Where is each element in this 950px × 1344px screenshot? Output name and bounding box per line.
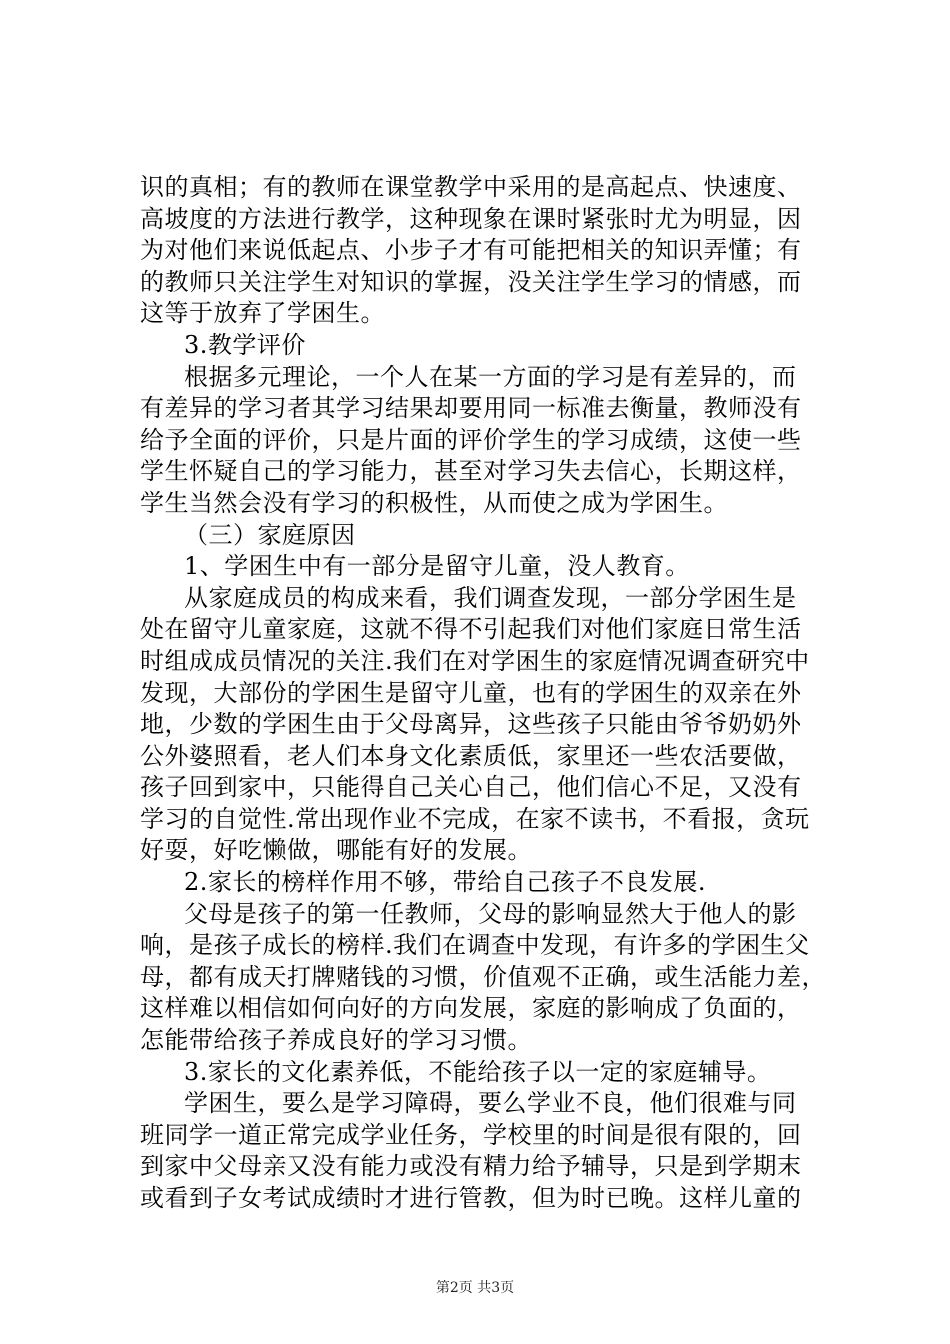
- text-line: 1、学困生中有一部分是留守儿童，没人教育。: [184, 552, 690, 581]
- text-line: 响，是孩子成长的榜样.我们在调查中发现，有许多的学困生父: [140, 931, 810, 960]
- text-line: 学困生，要么是学习障碍，要么学业不良，他们很难与同: [184, 1089, 797, 1118]
- text-line: 从家庭成员的构成来看，我们调查发现，一部分学困生是: [184, 583, 797, 612]
- text-line: 这等于放弃了学困生。: [140, 299, 385, 328]
- text-line: 时组成成员情况的关注.我们在对学困生的家庭情况调查研究中: [140, 646, 810, 675]
- text-line: 高坡度的方法进行教学，这种现象在课时紧张时尤为明显，因: [140, 204, 802, 233]
- body-text: [140, 172, 840, 1215]
- text-line: 母，都有成天打牌赌钱的习惯，价值观不正确，或生活能力差，: [140, 962, 826, 991]
- text-line: 学习的自觉性.常出现作业不完成，在家不读书，不看报，贪玩: [140, 804, 810, 833]
- text-line: 2.家长的榜样作用不够，带给自己孩子不良发展.: [184, 868, 707, 897]
- text-line: 到家中父母亲又没有能力或没有精力给予辅导，只是到学期末: [140, 1152, 802, 1181]
- text-line: 公外婆照看，老人们本身文化素质低，家里还一些农活要做，: [140, 741, 802, 770]
- text-line: 或看到子女考试成绩时才进行管教，但为时已晚。这样儿童的: [140, 1184, 802, 1212]
- text-line: 地，少数的学困生由于父母离异，这些孩子只能由爷爷奶奶外: [140, 710, 802, 739]
- text-line: 3.家长的文化素养低，不能给孩子以一定的家庭辅导。: [184, 1057, 772, 1086]
- text-line: 发现，大部份的学困生是留守儿童，也有的学困生的双亲在外: [140, 678, 802, 707]
- text-line: 给予全面的评价，只是片面的评价学生的学习成绩，这使一些: [140, 425, 802, 454]
- text-line: 为对他们来说低起点、小步子才有可能把相关的知识弄懂；有: [140, 236, 802, 265]
- text-line: 怎能带给孩子养成良好的学习习惯。: [140, 1026, 532, 1055]
- text-line: 好耍，好吃懒做，哪能有好的发展。: [140, 836, 532, 865]
- text-line: 班同学一道正常完成学业任务，学校里的时间是很有限的，回: [140, 1120, 802, 1149]
- text-line: 处在留守儿童家庭，这就不得不引起我们对他们家庭日常生活: [140, 615, 802, 644]
- text-line: 学生当然会没有学习的积极性，从而使之成为学困生。: [140, 488, 728, 517]
- text-line: 孩子回到家中，只能得自己关心自己，他们信心不足，又没有: [140, 773, 802, 802]
- text-line: 根据多元理论，一个人在某一方面的学习是有差异的，而: [184, 362, 797, 391]
- text-line: 学生怀疑自己的学习能力，甚至对学习失去信心，长期这样，: [140, 457, 802, 486]
- text-line: 父母是孩子的第一任教师，父母的影响显然大于他人的影: [184, 899, 797, 928]
- text-line: 的教师只关注学生对知识的掌握，没关注学生学习的情感，而: [140, 267, 802, 296]
- text-line: 这样难以相信如何向好的方向发展，家庭的影响成了负面的，: [140, 994, 802, 1023]
- page-footer: 第2页 共3页: [435, 1280, 515, 1296]
- text-line: 3.教学评价: [184, 330, 306, 359]
- text-line: 有差异的学习者其学习结果却要用同一标准去衡量，教师没有: [140, 394, 802, 423]
- text-line: （三）家庭原因: [184, 520, 356, 549]
- text-line: 识的真相；有的教师在课堂教学中采用的是高起点、快速度、: [140, 173, 802, 201]
